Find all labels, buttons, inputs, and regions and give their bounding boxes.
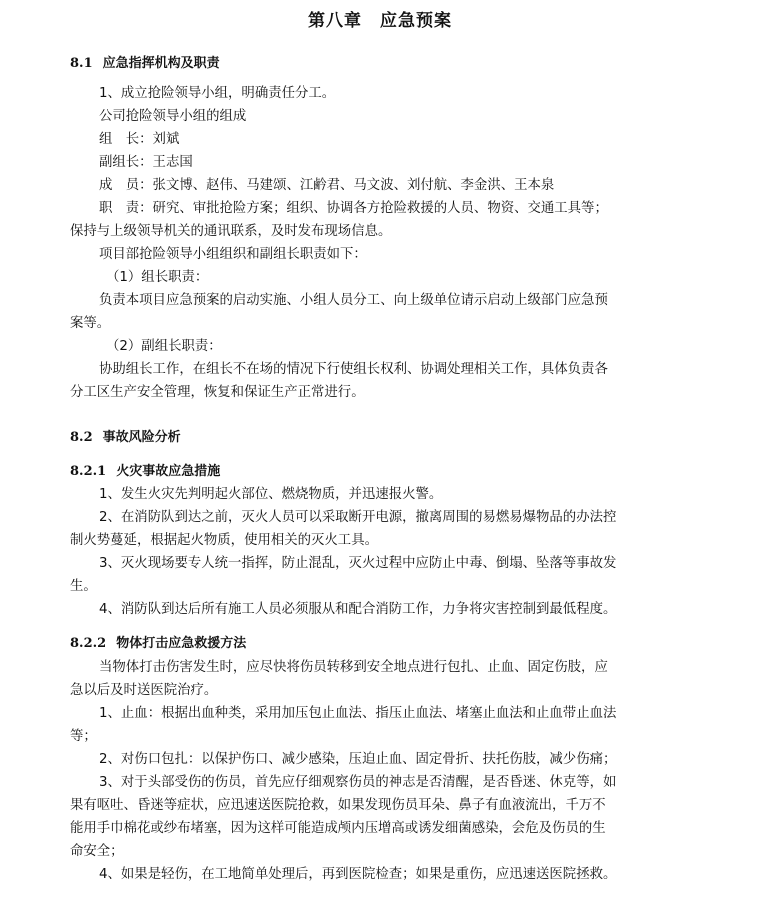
paragraph: 命安全； [70,844,124,859]
paragraph: 案等。 [70,316,111,331]
paragraph: 急以后及时送医院治疗。 [70,683,218,698]
paragraph: 制火势蔓延，根据起火物质，使用相关的灭火工具。 [70,533,378,548]
section-8-1-body [70,82,690,404]
section-title: 应急指挥机构及职责 [102,56,220,71]
section-8-2-1-heading [70,460,220,479]
section-8-1-heading [70,52,220,71]
section-number: 8.1 [70,56,93,71]
chapter-title: 第八章 应急预案 [308,11,452,31]
section-8-2-heading [70,426,181,445]
paragraph: 保持与上级领导机关的通讯联系，及时发布现场信息。 [70,224,392,239]
paragraph: 负责本项目应急预案的启动实施、小组人员分工、向上级单位请示启动上级部门应急预 [99,293,608,308]
paragraph: 1、发生火灾先判明起火部位、燃烧物质，并迅速报火警。 [99,487,443,502]
section-title: 火灾事故应急措施 [116,464,221,479]
paragraph: 项目部抢险领导小组组织和副组长职责如下： [99,247,367,262]
paragraph: 当物体打击伤害发生时，应尽快将伤员转移到安全地点进行包扎、止血、固定伤肢，应 [99,660,608,675]
paragraph: 3、灭火现场要专人统一指挥，防止混乱，灭火过程中应防止中毒、倒塌、坠落等事故发 [99,556,617,571]
paragraph: 职 责：研究、审批抢险方案；组织、协调各方抢险救援的人员、物资、交通工具等； [99,201,608,216]
paragraph: 分工区生产安全管理，恢复和保证生产正常进行。 [70,385,365,400]
paragraph: （2）副组长职责： [106,339,222,354]
paragraph: 生。 [70,579,97,594]
section-title: 物体打击应急救援方法 [116,636,247,651]
paragraph: 1、成立抢险领导小组，明确责任分工。 [99,86,336,101]
section-number: 8.2 [70,430,93,445]
paragraph: 成 员：张文博、赵伟、马建颂、江鹶君、马文波、刘付航、李金洪、王本泉 [99,178,555,193]
paragraph: 能用手巾棉花或纱布堵塞，因为这样可能造成颅内压增高或诱发细菌感染，会危及伤员的生 [70,821,606,836]
paragraph: 协助组长工作，在组长不在场的情况下行使组长权利、协调处理相关工作，具体负责各 [99,362,608,377]
paragraph: 2、在消防队到达之前，灭火人员可以采取断开电源，撤离周围的易燃易爆物品的办法控 [99,510,617,525]
paragraph: 2、对伤口包扎：以保护伤口、减少感染，压迫止血、固定骨折、扶托伤肢，减少伤痛； [99,752,617,767]
paragraph: 等； [70,729,97,744]
paragraph: 果有呕吐、昏迷等症状，应迅速送医院抢救，如果发现伤员耳朵、鼻子有血液流出，千万不 [70,798,606,813]
section-number: 8.2.1 [70,464,107,479]
section-8-2-1-body [70,483,690,621]
paragraph: 4、消防队到达后所有施工人员必须服从和配合消防工作，力争将灾害控制到最低程度。 [99,602,617,617]
section-8-2-2-heading [70,632,246,651]
paragraph: 1、止血：根据出血种类，采用加压包止血法、指压止血法、堵塞止血法和止血带止血法 [99,706,617,721]
section-title: 事故风险分析 [102,430,181,445]
paragraph: 4、如果是轻伤，在工地简单处理后，再到医院检查；如果是重伤，应迅速送医院拯救。 [99,867,617,882]
paragraph: 组 长：刘斌 [99,132,180,147]
paragraph: 副组长：王志国 [99,155,193,170]
paragraph: 公司抢险领导小组的组成 [99,109,247,124]
paragraph: （1）组长职责： [106,270,209,285]
paragraph: 3、对于头部受伤的伤员，首先应仔细观察伤员的神志是否清醒，是否昏迷、休克等，如 [99,775,617,790]
section-number: 8.2.2 [70,636,107,651]
section-8-2-2-body [70,656,690,886]
